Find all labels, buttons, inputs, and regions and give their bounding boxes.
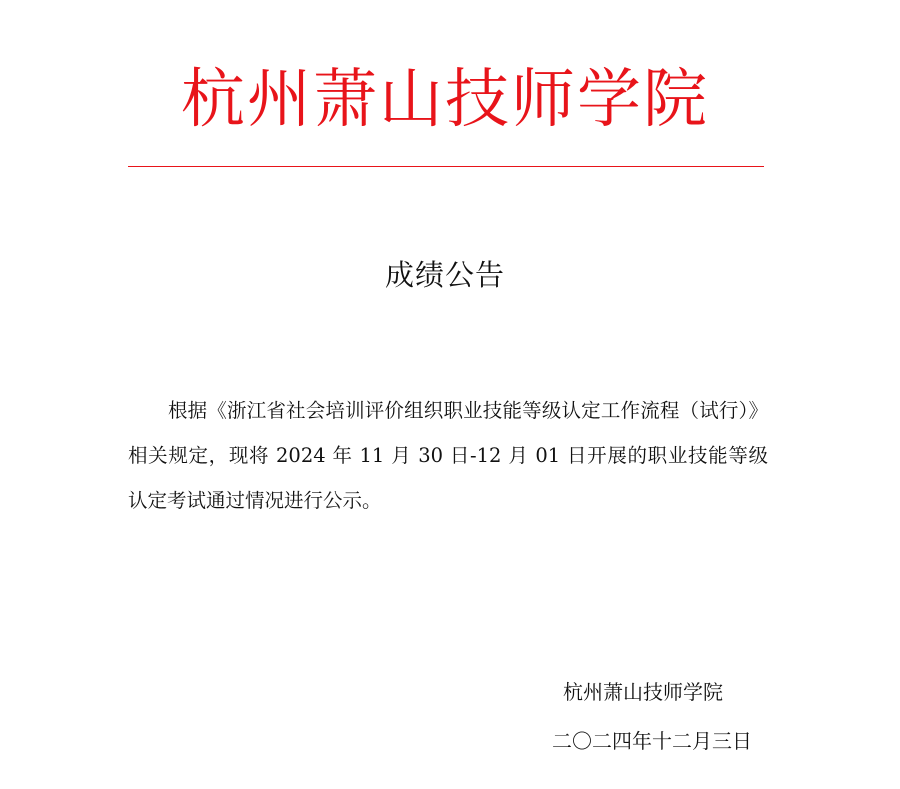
- signature-institution: 杭州萧山技师学院: [563, 680, 723, 704]
- notice-date: 二〇二四年十二月三日: [552, 729, 752, 753]
- notice-body: 根据《浙江省社会培训评价组织职业技能等级认定工作流程（试行）》相关规定，现将 2024 年 11 月 30 日-12 月 01 日开展的职业技能等级认定考试通过情况进行公示。: [128, 399, 768, 512]
- masthead-divider: [128, 166, 764, 167]
- notice-title: 成绩公告: [384, 258, 505, 292]
- institution-masthead: 杭州萧山技师学院: [181, 63, 709, 137]
